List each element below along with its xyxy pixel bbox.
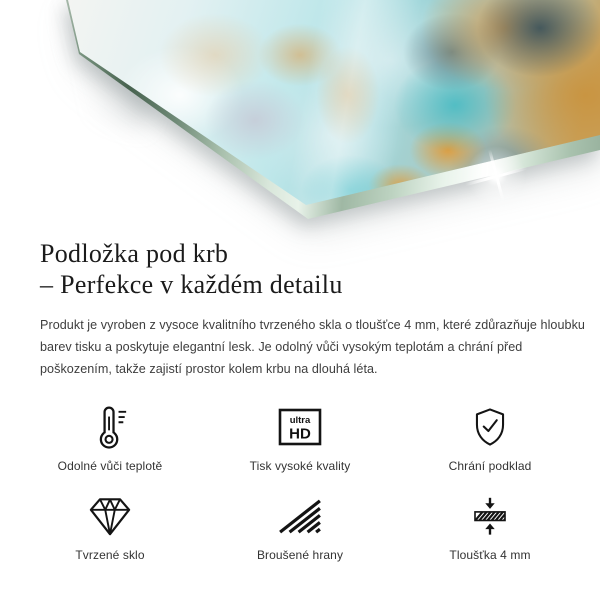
thermometer-icon [91,404,129,450]
content-section [0,238,600,380]
features-grid [15,404,585,562]
feature-label: Tloušťka 4 mm [449,548,531,562]
feature-item-heat-resistant [15,404,205,473]
product-image [0,0,600,231]
page-title-line-2: – Perfekce v každém detailu [40,270,343,299]
page-title [40,238,588,300]
feature-item-ultra-hd [205,404,395,473]
diamond-icon [87,493,133,539]
feature-item-tempered-glass [15,493,205,562]
product-description: Produkt je vyroben z vysoce kvalitního tvrzeného skla o tloušťce 4 mm, které zdůrazňuje hloubku barev tisku a poskytuje elegantní lesk. Je odolný vůči vysokým teplotám a chrání před poškozením, takže zajistí prostor kolem krbu na dlouhá léta. [40,318,585,376]
ultra-hd-icon [277,404,323,450]
thickness-icon [470,493,510,539]
feature-label: Broušené hrany [256,548,344,562]
shield-check-icon [472,404,508,450]
beveled-edges-icon [278,493,322,539]
svg-text:HD: HD [289,425,311,443]
feature-label: Tvrzené sklo [75,548,145,562]
feature-item-protects-base [395,404,585,473]
feature-item-polished-edges [205,493,395,562]
feature-label: Chrání podklad [448,459,532,473]
feature-item-thickness [395,493,585,562]
feature-label: Tisk vysoké kvality [249,459,351,473]
page-title-line-1: Podložka pod krb [40,239,229,268]
feature-label: Odolné vůči teplotě [57,459,163,473]
svg-text:ultra: ultra [289,415,311,426]
